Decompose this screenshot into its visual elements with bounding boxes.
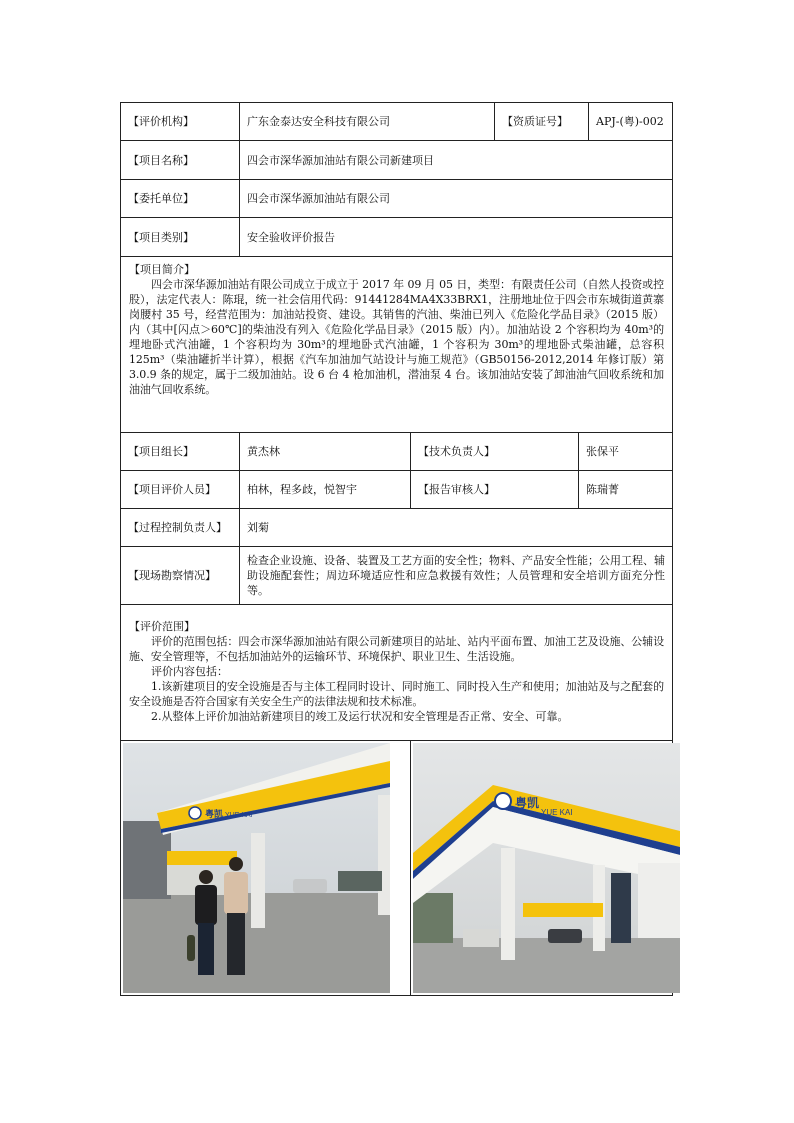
row-photos bbox=[121, 741, 673, 996]
process-label: 【过程控制负责人】 bbox=[121, 509, 240, 547]
reviewer-value: 陈瑞菁 bbox=[579, 471, 673, 509]
row-client bbox=[121, 180, 673, 218]
bag bbox=[187, 935, 195, 961]
cert-value: APJ-(粤)-002 bbox=[589, 103, 673, 141]
scope-label: 【评价范围】 bbox=[129, 620, 195, 633]
brand-en-text: YUE KAI bbox=[541, 808, 573, 817]
reviewer-label: 【报告审核人】 bbox=[411, 471, 579, 509]
scope-p1: 评价的范围包括：四会市深华源加油站有限公司新建项目的站址、站内平面布置、加油工艺及设施、公辅设施、安全管理等，不包括加油站外的运输环节、环境保护、职业卫生、生活设施。 bbox=[129, 635, 664, 663]
row-intro bbox=[121, 257, 673, 433]
org-label: 【评价机构】 bbox=[121, 103, 240, 141]
leader-label: 【项目组长】 bbox=[121, 433, 240, 471]
scope-cell bbox=[121, 605, 673, 741]
trees bbox=[338, 871, 382, 891]
person-right-legs bbox=[227, 913, 245, 975]
intro-label: 【项目简介】 bbox=[129, 263, 195, 276]
category-label: 【项目类别】 bbox=[121, 218, 240, 257]
gas-station-photo-with-people bbox=[123, 743, 390, 993]
tech-value: 张保平 bbox=[579, 433, 673, 471]
pump-island bbox=[463, 929, 499, 947]
row-org bbox=[121, 103, 673, 141]
ground bbox=[413, 938, 680, 993]
intro-text: 四会市深华源加油站有限公司成立于成立于 2017 年 09 月 05 日，类型：有限责任公司（自然人投资或控股），法定代表人：陈琨，统一社会信用代码：91441284MA4X33BRX1，注册地址位于四会市东城街道黄寨岗腰村 35 号，经营范围为：加油站投资、建设。其销售的汽油、柴油已列入《危险化学品目录》（2015 版）内（其中[闪点＞60℃]的柴油没有列入《危险化学品目录》（2015 版）内）。加油站设 2 个容积均为 40m³的埋地卧式汽油罐，1 个容积均为 30m³的埋地卧式汽油罐，1 个容积为 30m³的埋地卧式柴油罐，总容积 125m³（柴油罐折半计算），根据《汽车加油加气站设计与施工规范》（GB50156-2012,2014 年修订版）第 3.0.9 条的规定，属于二级加油站。设 6 台 4 枪加油机，潜油泵 4 台。该加油站安装了卸油油气回收系统和加油油气回收系统。 bbox=[129, 278, 664, 396]
project-name-label: 【项目名称】 bbox=[121, 141, 240, 180]
scope-p3: 1.该新建项目的安全设施是否与主体工程同时设计、同时施工、同时投入生产和使用；加油站及与之配套的安全设施是否符合国家有关安全生产的法律法规和技术标准。 bbox=[129, 680, 664, 708]
person-left-head bbox=[199, 870, 213, 884]
project-name-value: 四会市深华源加油站有限公司新建项目 bbox=[240, 141, 673, 180]
scope-p2: 评价内容包括： bbox=[151, 665, 228, 678]
photo-cell-right bbox=[411, 741, 673, 996]
row-scope bbox=[121, 605, 673, 741]
info-table bbox=[120, 102, 673, 996]
row-project-name bbox=[121, 141, 673, 180]
row-survey bbox=[121, 547, 673, 605]
intro-cell bbox=[121, 257, 673, 433]
person-right-body bbox=[224, 872, 248, 914]
brand-cn-text: 粤凯 bbox=[205, 809, 224, 819]
cert-label: 【资质证号】 bbox=[495, 103, 589, 141]
pump-island-sign bbox=[167, 851, 237, 865]
person-left-legs bbox=[198, 923, 214, 975]
trees bbox=[413, 893, 453, 943]
scope-p4: 2.从整体上评价加油站新建项目的竣工及运行状况和安全管理是否正常、安全、可靠。 bbox=[151, 710, 569, 723]
gas-station-canopy-photo bbox=[413, 743, 680, 993]
members-label: 【项目评价人员】 bbox=[121, 471, 240, 509]
row-leader bbox=[121, 433, 673, 471]
brand-logo-icon bbox=[189, 807, 201, 819]
person-left-body bbox=[195, 885, 217, 925]
canopy-column bbox=[251, 833, 265, 928]
survey-label: 【现场勘察情况】 bbox=[121, 547, 240, 605]
tech-label: 【技术负责人】 bbox=[411, 433, 579, 471]
brand-logo-icon bbox=[495, 793, 511, 809]
pump-island-sign bbox=[523, 903, 603, 917]
survey-text: 检查企业设施、设备、装置及工艺方面的安全性；物料、产品安全性能；公用工程、辅助设施配套性；周边环境适应性和应急救援有效性；人员管理和安全培训方面充分性等。 bbox=[240, 547, 673, 605]
station-sign-pillar bbox=[611, 873, 631, 943]
members-value: 柏林，程多歧，悦智宇 bbox=[240, 471, 411, 509]
station-building bbox=[638, 863, 680, 938]
row-process bbox=[121, 509, 673, 547]
person-right-head bbox=[229, 857, 243, 871]
client-value: 四会市深华源加油站有限公司 bbox=[240, 180, 673, 218]
canopy-column bbox=[501, 848, 515, 960]
leader-value: 黄杰林 bbox=[240, 433, 411, 471]
client-label: 【委托单位】 bbox=[121, 180, 240, 218]
brand-cn-text: 粤凯 bbox=[515, 796, 540, 810]
canopy-column-right bbox=[378, 795, 390, 915]
parked-car bbox=[293, 879, 327, 893]
parked-car bbox=[548, 929, 582, 943]
category-value: 安全验收评价报告 bbox=[240, 218, 673, 257]
brand-en-text: YUE KAI bbox=[225, 812, 253, 819]
evaluation-info-form bbox=[120, 102, 672, 996]
row-category bbox=[121, 218, 673, 257]
row-members bbox=[121, 471, 673, 509]
process-value: 刘菊 bbox=[240, 509, 673, 547]
photo-cell-left bbox=[121, 741, 411, 996]
org-value: 广东金泰达安全科技有限公司 bbox=[240, 103, 495, 141]
